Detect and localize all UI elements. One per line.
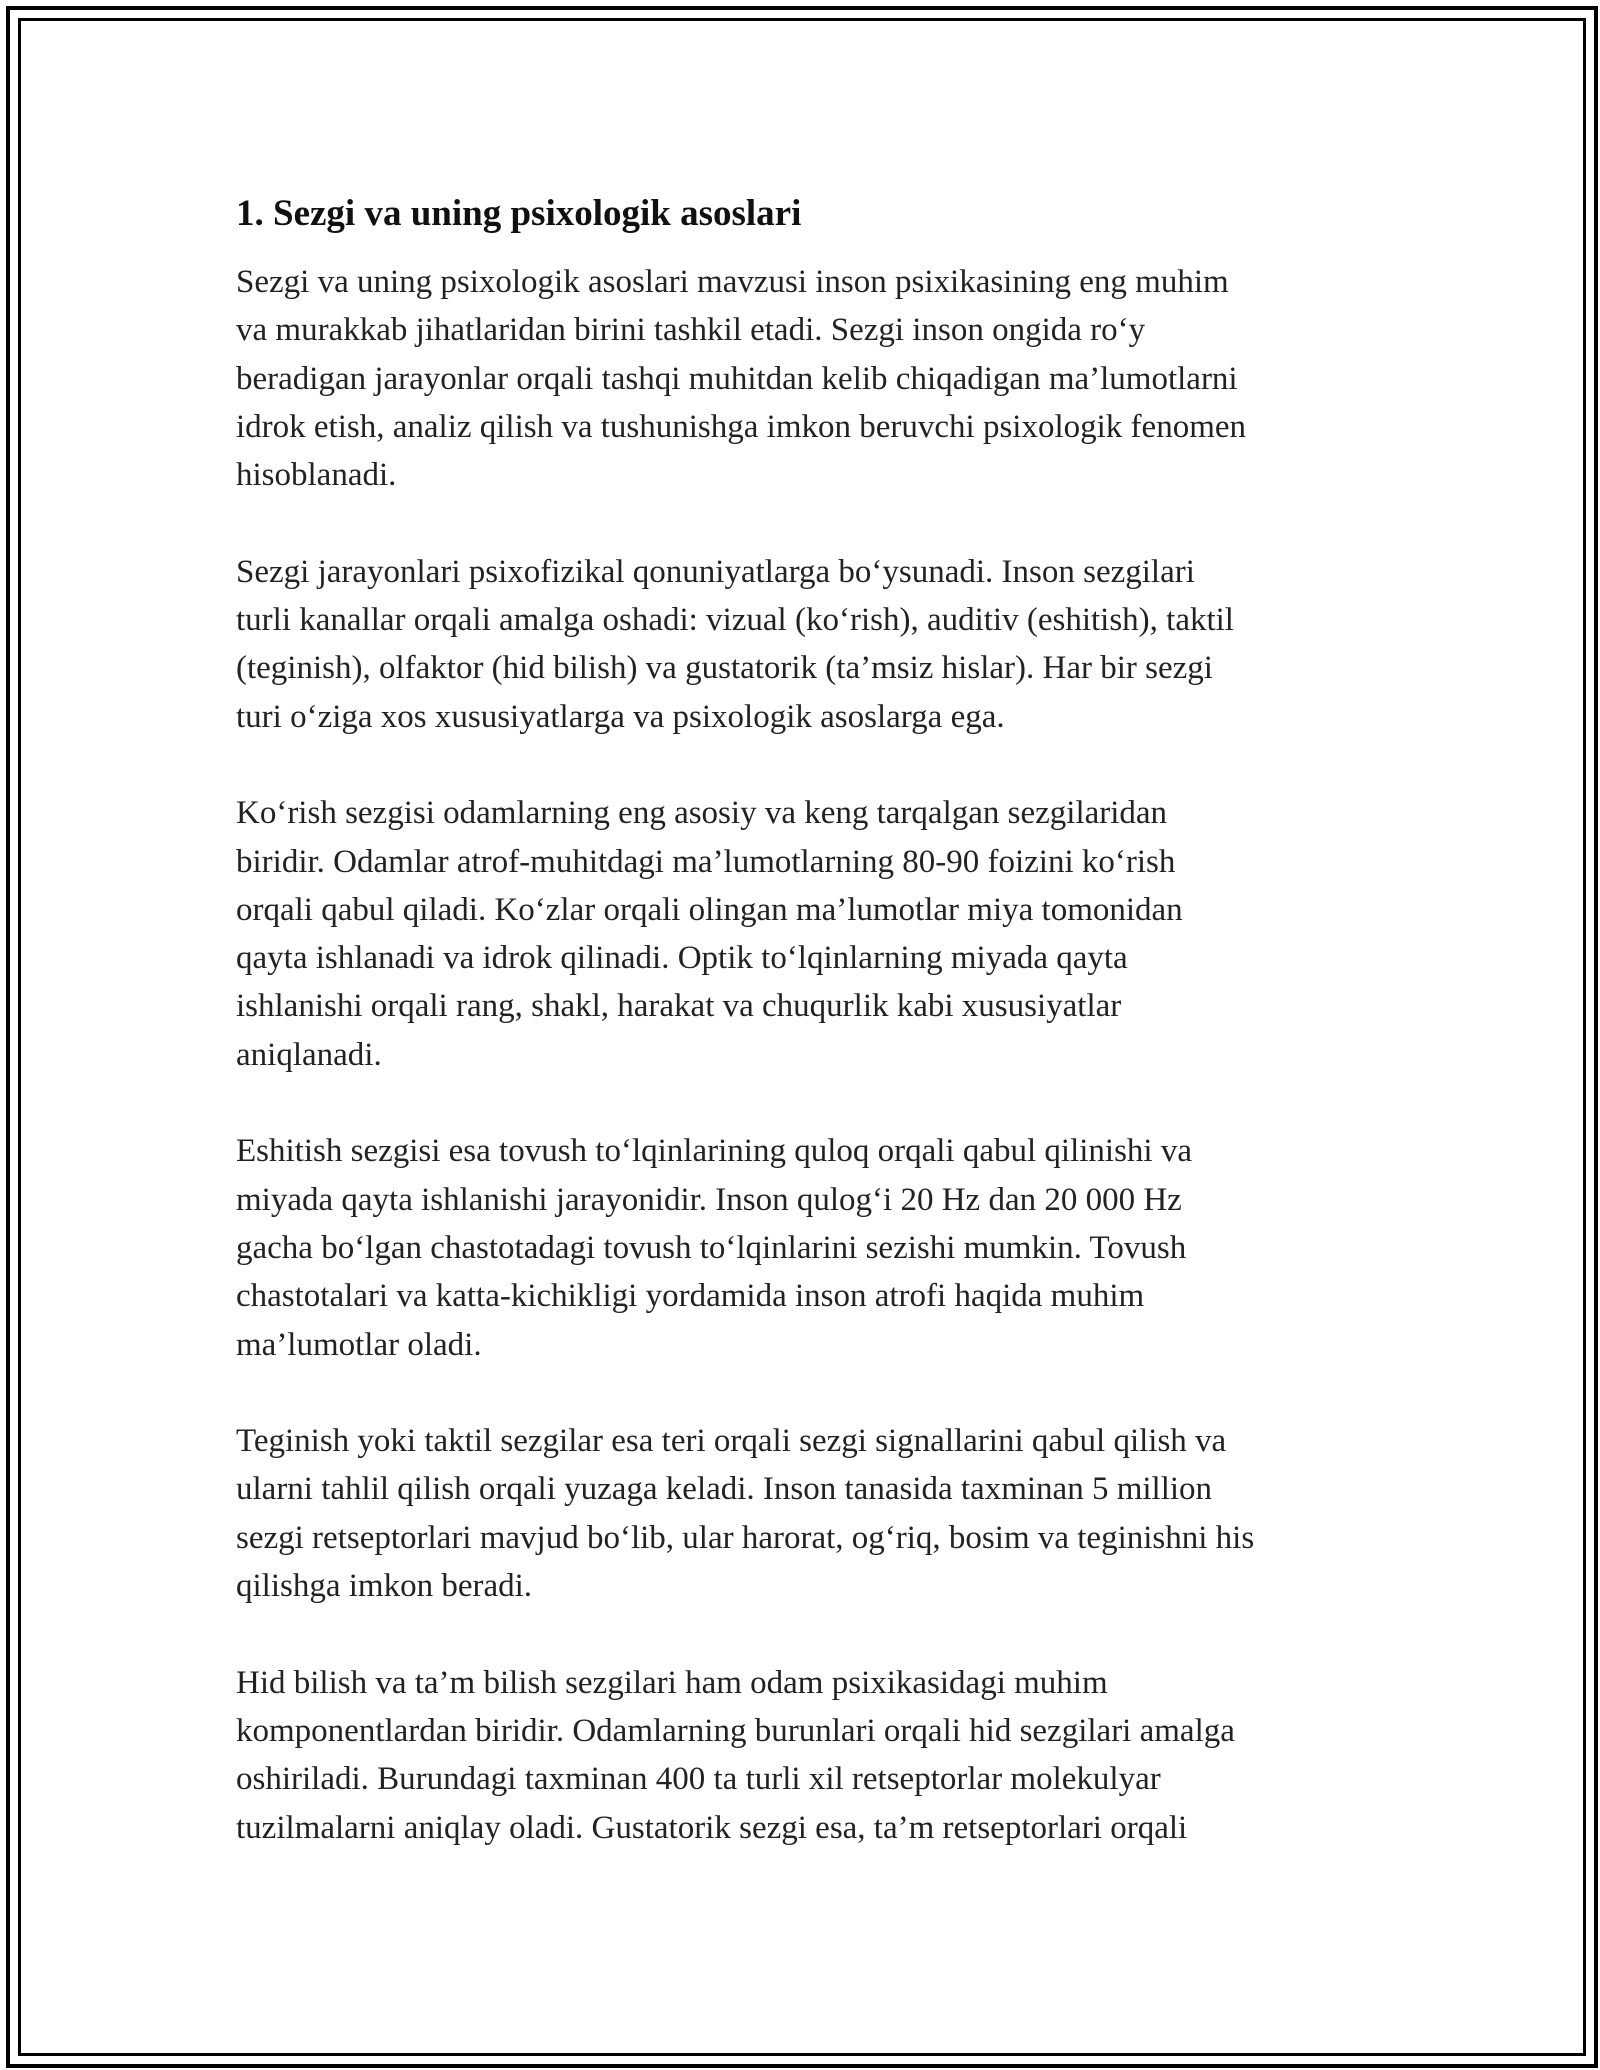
paragraph-line: oshiriladi. Burundagi taxminan 400 ta turli xil retseptorlar molekulyar bbox=[236, 1761, 1161, 1798]
paragraph-line: Eshitish sezgisi esa tovush to‘lqinlarining quloq orqali qabul qilinishi va bbox=[236, 1133, 1192, 1170]
paragraph-6 bbox=[236, 1659, 1376, 1852]
paragraph-4 bbox=[236, 1127, 1376, 1368]
paragraph-line: hisoblanadi. bbox=[236, 457, 397, 494]
paragraph-line: sezgi retseptorlari mavjud bo‘lib, ular harorat, og‘riq, bosim va teginishni his bbox=[236, 1519, 1255, 1556]
paragraph-line: idrok etish, analiz qilish va tushunishga imkon beruvchi psixologik fenomen bbox=[236, 408, 1247, 445]
paragraph-line: turi o‘ziga xos xususiyatlarga va psixologik asoslarga ega. bbox=[236, 698, 1005, 735]
paragraph-line: va murakkab jihatlaridan birini tashkil etadi. Sezgi inson ongida ro‘y bbox=[236, 312, 1146, 349]
paragraph-line: tuzilmalarni aniqlay oladi. Gustatorik sezgi esa, ta’m retseptorlari orqali bbox=[236, 1809, 1188, 1846]
paragraph-line: chastotalari va katta-kichikligi yordamida inson atrofi haqida muhim bbox=[236, 1278, 1145, 1315]
paragraph-line: ishlanishi orqali rang, shakl, harakat va chuqurlik kabi xususiyatlar bbox=[236, 988, 1122, 1025]
paragraph-line: gacha bo‘lgan chastotadagi tovush to‘lqinlarini sezishi mumkin. Tovush bbox=[236, 1229, 1187, 1266]
paragraph-line: komponentlardan biridir. Odamlarning burunlari orqali hid sezgilari amalga bbox=[236, 1712, 1235, 1749]
paragraph-line: biridir. Odamlar atrof-muhitdagi ma’lumotlarning 80-90 foizini ko‘rish bbox=[236, 843, 1176, 880]
section-title: 1. Sezgi va uning psixologik asoslari bbox=[236, 193, 802, 234]
paragraph-3 bbox=[236, 789, 1376, 1079]
paragraph-line: qayta ishlanadi va idrok qilinadi. Optik to‘lqinlarning miyada qayta bbox=[236, 940, 1128, 977]
paragraph-line: aniqlanadi. bbox=[236, 1036, 382, 1073]
document-body bbox=[236, 188, 1376, 1900]
paragraph-line: Teginish yoki taktil sezgilar esa teri orqali sezgi signallarini qabul qilish va bbox=[236, 1423, 1227, 1460]
paragraph-line: beradigan jarayonlar orqali tashqi muhitdan kelib chiqadigan ma’lumotlarni bbox=[236, 360, 1238, 397]
paragraph-line: Hid bilish va ta’m bilish sezgilari ham odam psixikasidagi muhim bbox=[236, 1664, 1108, 1701]
paragraph-2 bbox=[236, 548, 1376, 741]
paragraph-1 bbox=[236, 258, 1376, 499]
paragraph-list bbox=[236, 258, 1376, 1852]
paragraph-line: orqali qabul qiladi. Ko‘zlar orqali olingan ma’lumotlar miya tomonidan bbox=[236, 891, 1183, 928]
paragraph-line: ma’lumotlar oladi. bbox=[236, 1326, 482, 1363]
paragraph-line: miyada qayta ishlanishi jarayonidir. Inson qulog‘i 20 Hz dan 20 000 Hz bbox=[236, 1181, 1182, 1218]
paragraph-line: ularni tahlil qilish orqali yuzaga keladi. Inson tanasida taxminan 5 million bbox=[236, 1471, 1213, 1508]
paragraph-line: Sezgi jarayonlari psixofizikal qonuniyatlarga bo‘ysunadi. Inson sezgilari bbox=[236, 553, 1195, 590]
paragraph-line: Ko‘rish sezgisi odamlarning eng asosiy va keng tarqalgan sezgilaridan bbox=[236, 795, 1168, 832]
paragraph-line: Sezgi va uning psixologik asoslari mavzusi inson psixikasining eng muhim bbox=[236, 264, 1229, 300]
paragraph-line: (teginish), olfaktor (hid bilish) va gustatorik (ta’msiz hislar). Har bir sezgi bbox=[236, 650, 1213, 687]
paragraph-line: qilishga imkon beradi. bbox=[236, 1568, 533, 1605]
paragraph-5 bbox=[236, 1417, 1376, 1610]
paragraph-line: turli kanallar orqali amalga oshadi: vizual (ko‘rish), auditiv (eshitish), taktil bbox=[236, 602, 1234, 639]
